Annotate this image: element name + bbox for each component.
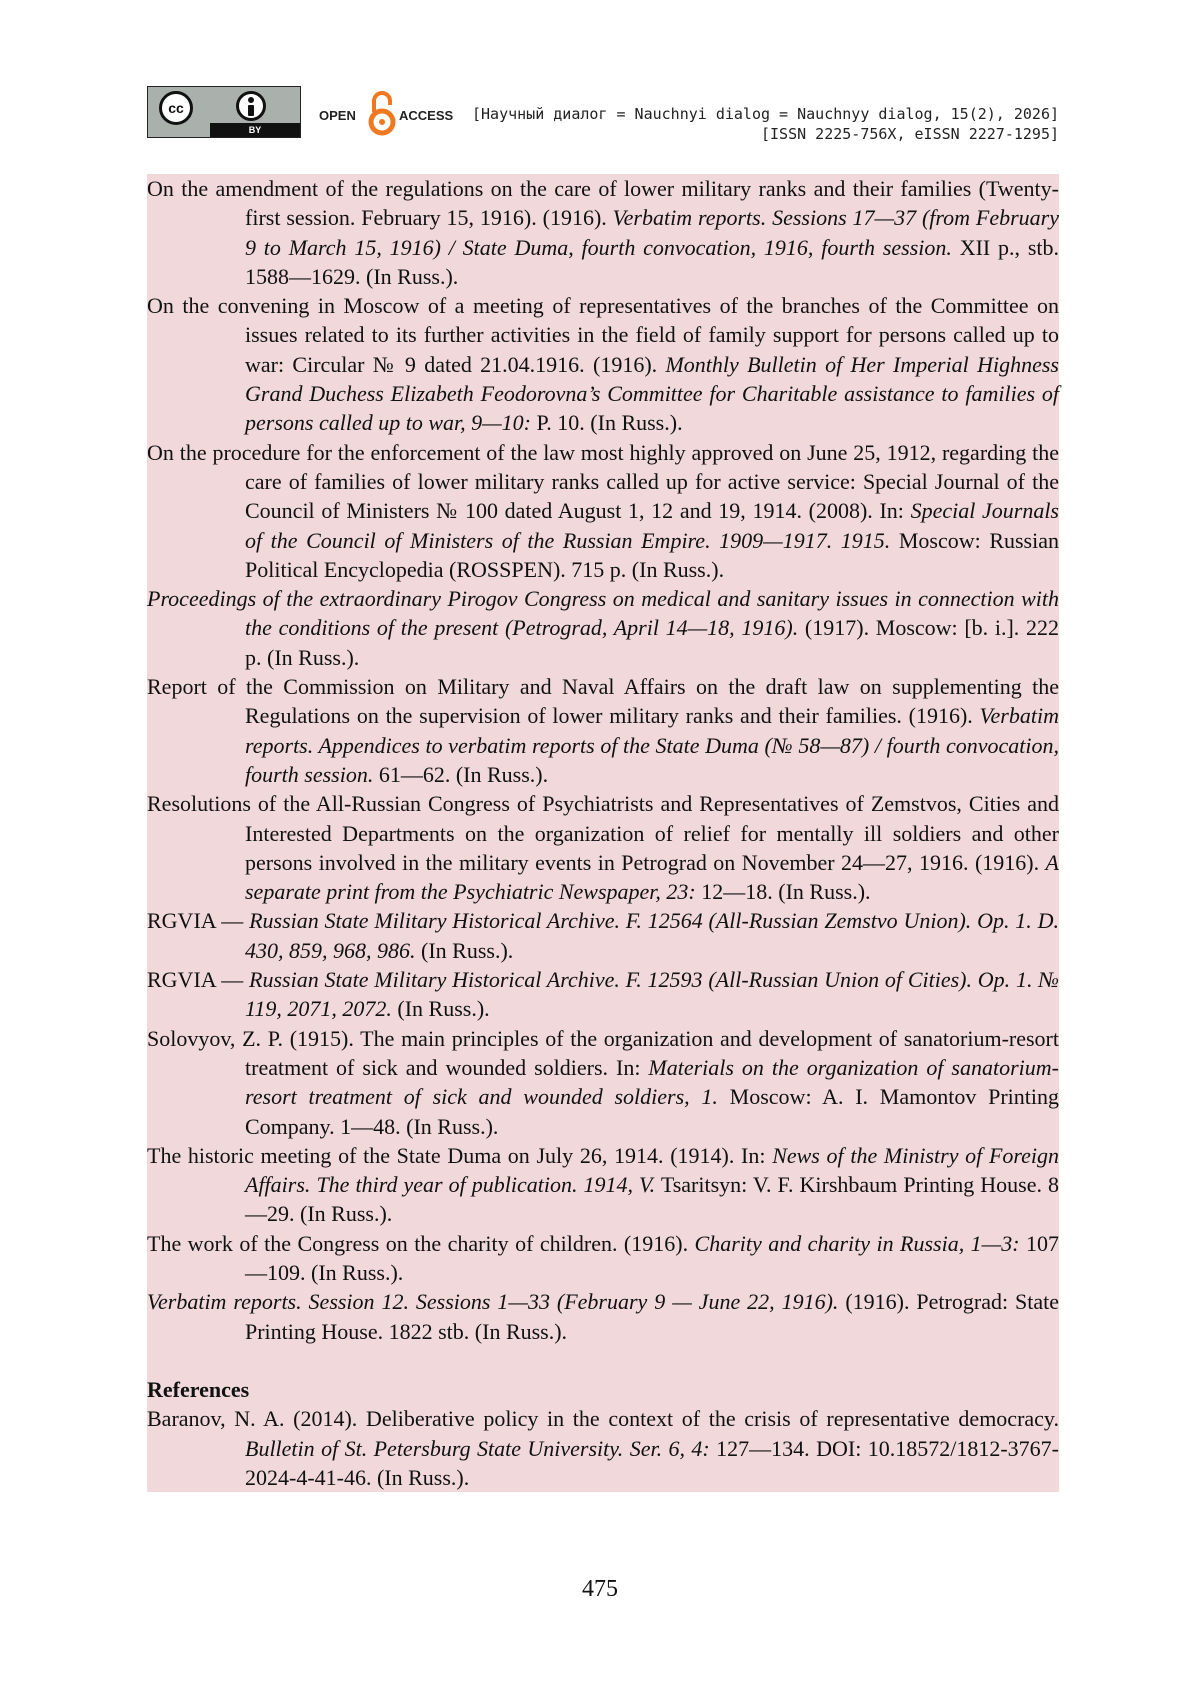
reference-text: The work of the Congress on the charity of children. (1916). xyxy=(147,1230,695,1256)
reference-title: Russian State Military Historical Archive. F. 12564 (All-Russian Zemstvo Union). Op. 1. D. 430, 859, 968, 986. xyxy=(245,908,1060,963)
reference-title: Proceedings of the extraordinary Pirogov Congress on medical and sanitary issues in connection with the conditions of the present (Petrograd, April 14—18, 1916). xyxy=(147,586,1059,641)
reference-text: Moscow: A. I. Mamontov Printing Company. 1—48. (In Russ.). xyxy=(245,1084,1060,1139)
reference-entry xyxy=(147,174,1059,291)
by-label: BY xyxy=(210,123,300,137)
cc-icon: cc xyxy=(159,91,193,125)
reference-entry xyxy=(147,291,1059,437)
reference-text: 127—134. DOI: 10.18572/1812-3767-2024-4-41-46. (In Russ.). xyxy=(245,1435,1059,1491)
reference-text: Moscow: Russian Political Encyclopedia (ROSSPEN). 715 p. (In Russ.). xyxy=(245,527,1059,582)
open-access-lock-icon xyxy=(367,88,397,140)
reference-entry xyxy=(147,965,1059,1024)
journal-title-line: [Научный диалог = Nauchnyi dialog = Nauchnyy dialog, 15(2), 2026] xyxy=(472,105,1059,123)
references-heading: References xyxy=(147,1377,250,1403)
reference-entry xyxy=(147,1287,1059,1346)
reference-text: Solovyov, Z. P. (1915). The main principles of the organization and development of sanatorium-resort treatment of sick and wounded soldiers. In: xyxy=(147,1025,1059,1080)
reference-text: RGVIA — xyxy=(147,967,250,993)
reference-text: (1916). Petrograd: State Printing House. 1822 stb. (In Russ.). xyxy=(245,1289,1059,1344)
reference-text: Tsaritsyn: V. F. Kirshbaum Printing House. 8—29. (In Russ.). xyxy=(245,1172,1060,1227)
page-number: 475 xyxy=(582,1576,618,1602)
reference-title: Special Journals of the Council of Ministers of the Russian Empire. 1909—1917. 1915. xyxy=(245,498,1059,553)
creative-commons-by-badge xyxy=(147,86,301,138)
open-access-logo xyxy=(319,88,489,138)
reference-text: On the procedure for the enforcement of the law most highly approved on June 25, 1912, regarding the care of families of lower military ranks called up for active service: Special Journal of the Council of Ministers № 100 dated August 1, 12 and 19, 1914. (2008). In: xyxy=(147,439,1059,524)
reference-title: Verbatim reports. Appendices to verbatim reports of the State Duma (№ 58—87) / fourth convocation, fourth session. xyxy=(245,703,1059,787)
reference-title: Charity and charity in Russia, 1—3: xyxy=(694,1230,1020,1256)
journal-issn-line: [ISSN 2225-756X, eISSN 2227-1295] xyxy=(760,125,1059,143)
reference-title: A separate print from the Psychiatric Newspaper, 23: xyxy=(245,849,1059,905)
page-header xyxy=(147,84,1059,146)
reference-text: 107—109. (In Russ.). xyxy=(245,1230,1060,1285)
reference-text: Report of the Commission on Military and Naval Affairs on the draft law on supplementing the Regulations on the supervision of lower military ranks and their families. (1916). xyxy=(147,674,1059,729)
journal-citation xyxy=(472,104,1059,144)
reference-text: (In Russ.). xyxy=(415,937,514,963)
reference-title: Materials on the organization of sanatorium-resort treatment of sick and wounded soldiers, 1. xyxy=(245,1054,1059,1110)
reference-text: (In Russ.). xyxy=(391,996,490,1022)
sources-list xyxy=(147,174,1059,1346)
reference-title: Russian State Military Historical Archive. F. 12593 (All-Russian Union of Cities). Op. 1. № 119, 2071, 2072. xyxy=(245,967,1059,1022)
reference-block xyxy=(147,174,1059,1492)
reference-entry xyxy=(147,789,1059,906)
reference-text: (1917). Moscow: [b. i.]. 222 p. (In Russ.). xyxy=(245,615,1060,670)
reference-title: Bulletin of St. Petersburg State University. Ser. 6, 4: xyxy=(245,1435,710,1461)
reference-entry xyxy=(147,584,1059,672)
reference-entry xyxy=(147,672,1059,789)
reference-entry xyxy=(147,906,1059,965)
reference-text: Resolutions of the All-Russian Congress of Psychiatrists and Representatives of Zemstvos, Cities and Interested Departments on the organization of relief for mentally ill soldiers and other persons involved in the military events in Petrograd on November 24—27, 1916. (1916). xyxy=(147,791,1059,875)
reference-title: News of the Ministry of Foreign Affairs. The third year of publication. 1914, V. xyxy=(245,1142,1059,1198)
reference-entry xyxy=(147,1229,1059,1288)
reference-text: The historic meeting of the State Duma on July 26, 1914. (1914). In: xyxy=(147,1142,773,1168)
reference-text: On the convening in Moscow of a meeting of representatives of the branches of the Committee on issues related to its further activities in the field of family support for persons called up to war: Circular № 9 dated 21.04.1916. (1916). xyxy=(147,293,1059,377)
reference-text: RGVIA — xyxy=(147,908,250,934)
reference-text: 12—18. (In Russ.). xyxy=(695,879,871,905)
reference-entry xyxy=(147,1141,1059,1229)
reference-entry xyxy=(147,1404,1059,1492)
reference-title: Verbatim reports. Sessions 17—37 (from February 9 to March 15, 1916) / State Duma, fourth convocation, 1916, fourth session. xyxy=(245,205,1059,260)
reference-title: Verbatim reports. Session 12. Sessions 1—33 (February 9 — June 22, 1916). xyxy=(147,1289,839,1315)
reference-text: On the amendment of the regulations on the care of lower military ranks and their families (Twenty-first session. February 15, 1916). (1916). xyxy=(147,176,1059,231)
reference-text: 61—62. (In Russ.). xyxy=(373,761,549,787)
references-list xyxy=(147,1404,1059,1492)
reference-text: Baranov, N. A. (2014). Deliberative policy in the context of the crisis of representative democracy. xyxy=(147,1406,1059,1432)
open-access-word-access: ACCESS xyxy=(399,108,454,123)
attribution-person-icon xyxy=(236,91,266,121)
open-access-word-open: OPEN xyxy=(319,108,356,123)
reference-text: XII p., stb. 1588—1629. (In Russ.). xyxy=(245,234,1059,289)
reference-title: Monthly Bulletin of Her Imperial Highness Grand Duchess Elizabeth Feodorovna’s Committee for Charitable assistance to families of persons called up to war, 9—10: xyxy=(245,351,1059,436)
reference-entry xyxy=(147,1024,1059,1141)
reference-text: P. 10. (In Russ.). xyxy=(531,410,683,436)
reference-entry xyxy=(147,438,1059,584)
